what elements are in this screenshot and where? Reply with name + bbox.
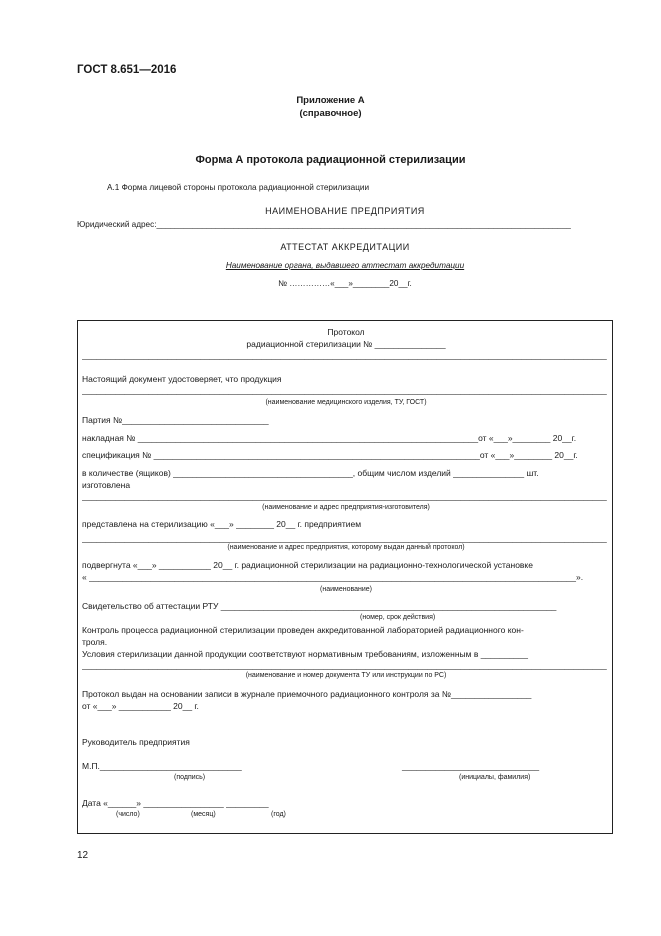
caption-signature: (подпись) [174, 774, 206, 781]
submitted-line: представлена на стерилизацию «___» ________ 20__ г. предприятием [82, 519, 362, 529]
caption-month: (месяц) [191, 811, 216, 818]
seal-signature-line: М.П.______________________________ [82, 761, 242, 771]
caption-number-term: (номер, срок действия) [360, 614, 436, 621]
standard-header: ГОСТ 8.651—2016 [77, 64, 177, 76]
invoice-line: накладная № ________________________________________________________________________от «___»________ 20__г. [82, 433, 577, 443]
installation-line: « _______________________________________________________________________________________________________». [82, 572, 584, 582]
head-of-enterprise: Руководитель предприятия [82, 737, 190, 747]
accreditation-issuer: Наименование органа, выдавшего аттестат аккредитации [225, 261, 465, 270]
caption-installation: (наименование) [320, 586, 372, 593]
protocol-number-line: радиационной стерилизации № _______________ [246, 339, 446, 349]
blank-line: _______________________________________________________________________________________________________________ [82, 385, 607, 395]
initials-line: _____________________________ [402, 761, 540, 771]
page-number: 12 [77, 850, 89, 861]
subjected-line: подвергнута «___» ___________ 20__ г. радиационной стерилизации на радиационно-технологической установке [82, 560, 533, 570]
rtu-certificate-line: Свидетельство об аттестации РТУ _______________________________________________________________________ [82, 601, 557, 611]
quantity-line: в количестве (ящиков) ______________________________________, общим числом изделий _______________ шт. [82, 468, 539, 478]
issued-date-line: от «___» ___________ 20__ г. [82, 701, 199, 711]
appendix-title: Приложение А [296, 95, 365, 106]
appendix-subtitle: (справочное) [299, 108, 362, 119]
batch-line: Партия №_______________________________ [82, 415, 269, 425]
caption-initials: (инициалы, фамилия) [459, 774, 531, 781]
company-name: НАИМЕНОВАНИЕ ПРЕДПРИЯТИЯ [265, 206, 425, 216]
form-title: Форма А протокола радиационной стерилизации [195, 154, 466, 166]
blank-line: _______________________________________________________________________________________________________________ [82, 350, 607, 360]
caption-manufacturer: (наименование и адрес предприятия-изготовителя) [262, 504, 430, 511]
control-text-line2: троля. [82, 637, 108, 647]
legal-address-line: Юридический адрес:___________________________________________________________________________________________ [77, 220, 571, 229]
caption-day: (число) [116, 811, 140, 818]
issued-basis-line: Протокол выдан на основании записи в журнале приемочного радиационного контроля за №_________________ [82, 689, 532, 699]
caption-year: (год) [271, 811, 286, 818]
accreditation-number: № ……………«___»________20__г. [278, 279, 412, 288]
accreditation-title: АТТЕСТАТ АККРЕДИТАЦИИ [280, 242, 410, 252]
conditions-line: Условия стерилизации данной продукции соответствуют нормативным требованиям, изложенным в __________ [82, 649, 528, 659]
blank-line: _______________________________________________________________________________________________________________ [82, 660, 607, 670]
control-text-line1: Контроль процесса радиационной стерилизации проведен аккредитованной лабораторией радиационного кон- [82, 625, 524, 635]
caption-product: (наименование медицинского изделия, ТУ, ГОСТ) [265, 399, 427, 406]
blank-line: _______________________________________________________________________________________________________________ [82, 491, 607, 501]
caption-document: (наименование и номер документа ТУ или инструкции по РС) [245, 672, 447, 679]
protocol-title: Протокол [327, 327, 365, 337]
manufactured-label: изготовлена [82, 480, 131, 490]
blank-line: _______________________________________________________________________________________________________________ [82, 533, 607, 543]
specification-line: спецификация № _____________________________________________________________________от «___»________ 20__г. [82, 450, 578, 460]
certify-text: Настоящий документ удостоверяет, что продукция [82, 374, 282, 384]
caption-issued-to: (наименование и адрес предприятия, которому выдан данный протокол) [227, 544, 465, 551]
protocol-form [77, 320, 613, 834]
section-a1-heading: А.1 Форма лицевой стороны протокола радиационной стерилизации [107, 183, 370, 192]
date-line: Дата «______» _________________ _________ [82, 798, 269, 808]
